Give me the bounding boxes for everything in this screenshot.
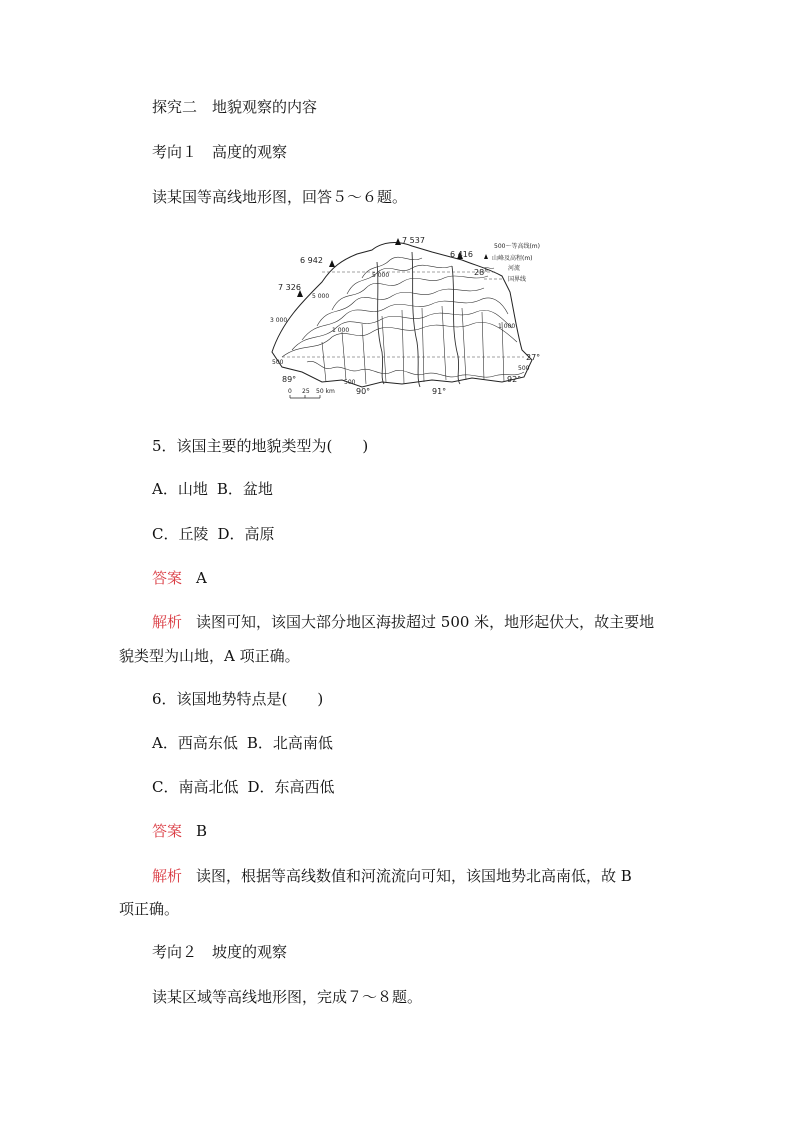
map-legend [484,242,540,283]
legend-item: 山峰及高程(m) [492,255,533,262]
peak-label: 7 537 [402,236,425,245]
scale-label: 25 [302,388,310,395]
question-6-analysis-line-2: 项正确。 [119,900,180,918]
answer-value: B [196,822,208,840]
option-c: C．南高北低 [152,778,239,796]
peak-label: 6 416 [450,250,473,259]
analysis-text: 读图，根据等高线数值和河流流向可知，该国地势北高南低，故 B [196,867,632,885]
scale-bar [288,388,335,398]
intro-2: 读某区域等高线地形图，完成７～８题。 [152,988,423,1006]
analysis-label: 解析 [152,613,183,631]
option-a: A．山地 [152,480,208,498]
answer-value: A [196,569,207,587]
topic-heading-2: 考向２ 坡度的观察 [152,943,288,961]
option-d: D．高原 [217,525,275,543]
contour-label: 500 [272,359,284,366]
question-5-analysis-line-1 [152,612,654,632]
option-d: D．东高西低 [247,778,335,796]
question-6-options-row-1 [152,733,333,753]
question-6-analysis-line-1 [152,866,632,886]
longitude-label: 90° [356,387,371,396]
question-6-answer [152,821,207,841]
latitude-label: 27° [526,353,541,362]
peak-label: 7 326 [278,283,301,292]
contour-label: 500 [344,379,356,386]
legend-item: 河流 [508,265,521,272]
legend-item: 500～等高线(m) [494,243,540,250]
contour-map-figure [262,232,562,402]
contour-label: 5 000 [312,293,330,300]
legend-item: 国界线 [508,276,527,283]
contour-label: 1 000 [498,323,516,330]
peak-label: 6 942 [300,256,323,265]
question-6-stem: 6．该国地势特点是( ) [152,690,324,708]
scale-label: 0 [288,388,292,395]
longitude-label: 89° [282,375,297,384]
section-title: 探究二 地貌观察的内容 [152,98,318,116]
question-5-answer [152,568,207,588]
contour-label: 1 000 [332,327,350,334]
answer-label: 答案 [152,822,183,840]
question-6-options-row-2 [152,777,335,797]
contour-label: 500 [518,365,530,372]
intro-1: 读某国等高线地形图，回答５～６题。 [152,188,408,206]
analysis-label: 解析 [152,867,183,885]
option-b: B．盆地 [216,480,273,498]
longitude-label: 91° [432,387,447,396]
longitude-label: 92° [507,375,522,384]
contour-map [262,232,562,402]
option-b: B．北高南低 [246,734,333,752]
question-5-stem: 5．该国主要的地貌类型为( ) [152,437,369,455]
contour-label: 3 000 [270,317,288,324]
question-5-options-row-1 [152,479,273,499]
question-5-analysis-line-2: 貌类型为山地，A 项正确。 [119,647,300,665]
contour-label: 5 000 [372,272,390,279]
scale-label: 50 km [316,388,335,395]
analysis-text: 读图可知，该国大部分地区海拔超过 500 米，地形起伏大，故主要地 [196,613,655,631]
latitude-label: 28° [474,268,489,277]
answer-label: 答案 [152,569,183,587]
option-a: A．西高东低 [152,734,238,752]
question-5-options-row-2 [152,524,275,544]
topic-heading-1: 考向１ 高度的观察 [152,143,288,161]
option-c: C．丘陵 [152,525,209,543]
